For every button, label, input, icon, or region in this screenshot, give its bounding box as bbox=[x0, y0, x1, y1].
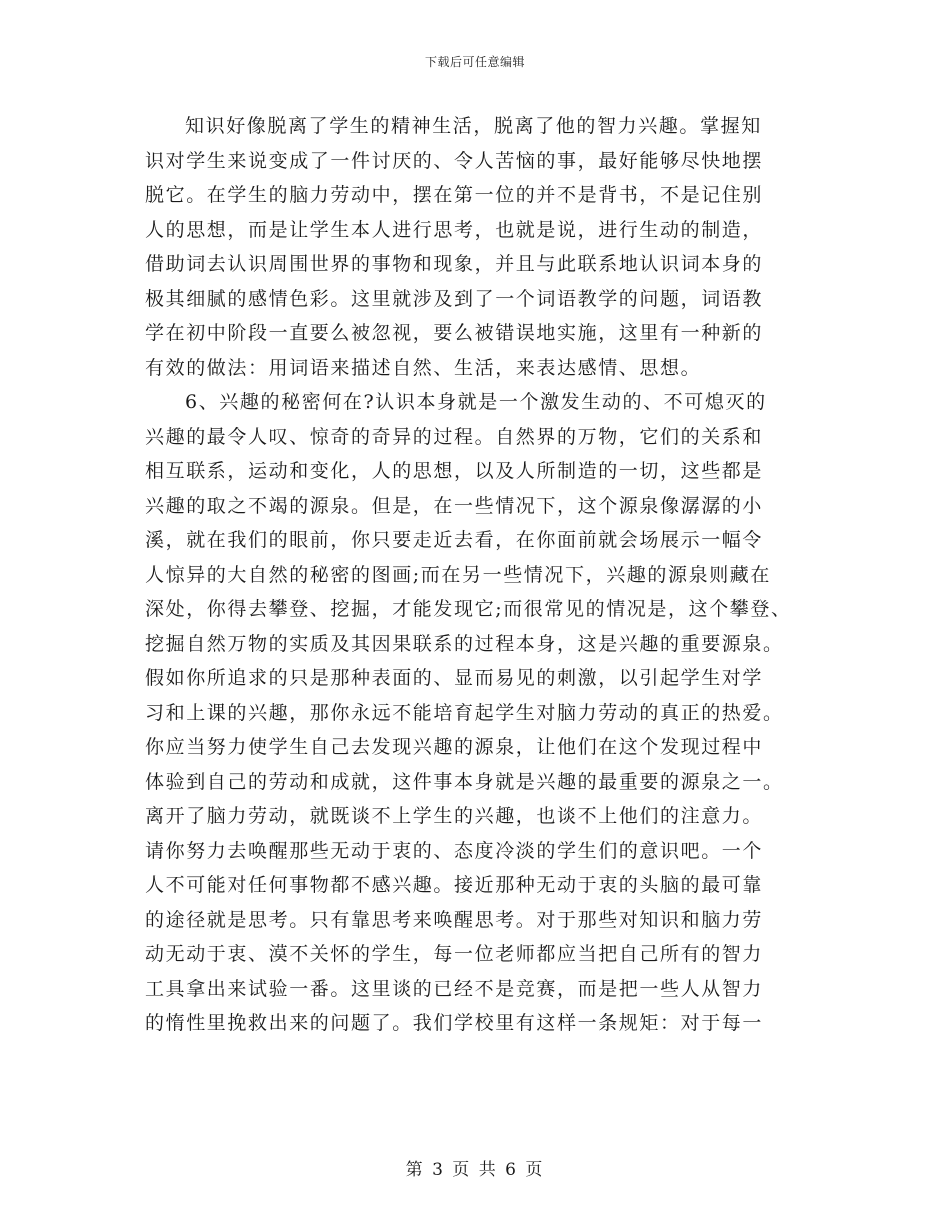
paragraph-line: 工具拿出来试验一番。这里谈的已经不是竞赛，而是把一些人从智力 bbox=[145, 977, 764, 1000]
paragraph-line: 深处，你得去攀登、挖掘，才能发现它;而很常见的情况是，这个攀登、 bbox=[145, 598, 792, 620]
paragraph-line: 的惰性里挽救出来的问题了。我们学校里有这样一条规矩：对于每一 bbox=[145, 1012, 764, 1034]
paragraph-line: 挖掘自然万物的实质及其因果联系的过程本身，这是兴趣的重要源泉。 bbox=[145, 632, 784, 655]
paragraph-line: 学在初中阶段一直要么被忽视，要么被错误地实施，这里有一种新的 bbox=[145, 322, 764, 344]
paragraph-line: 6、兴趣的秘密何在?认识本身就是一个激发生动的、不可熄灭的 bbox=[185, 391, 767, 413]
paragraph-line: 的途径就是思考。只有靠思考来唤醒思考。对于那些对知识和脑力劳 bbox=[145, 908, 764, 931]
paragraph-line: 有效的做法：用词语来描述自然、生活，来表达感情、思想。 bbox=[145, 356, 702, 379]
paragraph-line: 相互联系，运动和变化，人的思想，以及人所制造的一切，这些都是 bbox=[145, 460, 764, 482]
body-text bbox=[145, 109, 825, 1041]
paragraph-line: 兴趣的最令人叹、惊奇的奇异的过程。自然界的万物，它们的关系和 bbox=[145, 425, 764, 448]
paragraph-line: 借助词去认识周围世界的事物和现象，并且与此联系地认识词本身的 bbox=[145, 253, 764, 275]
paragraph-line: 极其细腻的感情色彩。这里就涉及到了一个词语教学的问题，词语教 bbox=[145, 287, 764, 310]
paragraph-line: 离开了脑力劳动，就既谈不上学生的兴趣，也谈不上他们的注意力。 bbox=[145, 805, 764, 827]
paragraph-line: 假如你所追求的只是那种表面的、显而易见的刺激，以引起学生对学 bbox=[145, 667, 764, 689]
paragraph-line: 人不可能对任何事物都不感兴趣。接近那种无动于衷的头脑的最可靠 bbox=[145, 874, 764, 896]
paragraph-line: 动无动于衷、漠不关怀的学生，每一位老师都应当把自己所有的智力 bbox=[145, 943, 764, 965]
paragraph-line: 习和上课的兴趣，那你永远不能培育起学生对脑力劳动的真正的热爱。 bbox=[145, 701, 784, 724]
paragraph-line: 识对学生来说变成了一件讨厌的、令人苦恼的事，最好能够尽快地摆 bbox=[145, 149, 764, 172]
paragraph-line: 人的思想，而是让学生本人进行思考，也就是说，进行生动的制造， bbox=[145, 218, 764, 241]
paragraph-line: 你应当努力使学生自己去发现兴趣的源泉，让他们在这个发现过程中 bbox=[145, 736, 764, 758]
paragraph-line: 兴趣的取之不竭的源泉。但是，在一些情况下，这个源泉像潺潺的小 bbox=[145, 494, 764, 517]
paragraph-line: 知识好像脱离了学生的精神生活，脱离了他的智力兴趣。掌握知 bbox=[185, 115, 762, 137]
page-number-footer: 第 3 页 共 6 页 bbox=[405, 1160, 545, 1180]
paragraph-line: 请你努力去唤醒那些无动于衷的、态度冷淡的学生们的意识吧。一个 bbox=[145, 839, 764, 862]
paragraph-line: 体验到自己的劳动和成就，这件事本身就是兴趣的最重要的源泉之一。 bbox=[145, 770, 784, 793]
paragraph-line: 溪，就在我们的眼前，你只要走近去看，在你面前就会场展示一幅令 bbox=[145, 529, 764, 551]
page-header: 下载后可任意编辑 bbox=[424, 55, 525, 69]
paragraph-line: 脱它。在学生的脑力劳动中，摆在第一位的并不是背书，不是记住别 bbox=[145, 184, 764, 206]
paragraph-line: 人惊异的大自然的秘密的图画;而在另一些情况下，兴趣的源泉则藏在 bbox=[145, 563, 772, 586]
